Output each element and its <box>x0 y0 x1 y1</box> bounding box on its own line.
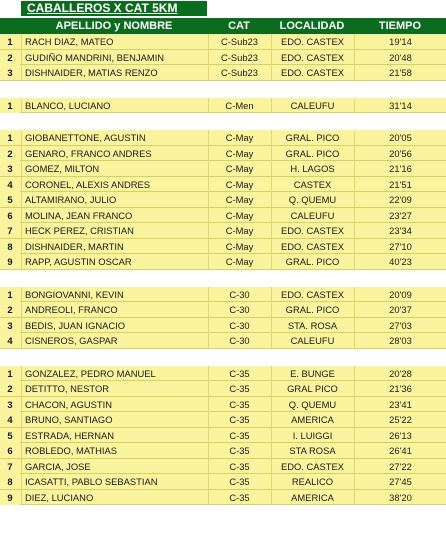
table-row[interactable] <box>0 146 446 162</box>
row-athlete-name[interactable]: MOLINA, JEAN FRANCO <box>21 208 207 223</box>
row-time[interactable]: 20'05 <box>354 130 446 145</box>
row-athlete-name[interactable]: HECK PEREZ, CRISTIAN <box>21 223 207 238</box>
row-locality[interactable]: AMERICA <box>271 490 353 505</box>
row-athlete-name[interactable]: ICASATTI, PABLO SEBASTIAN <box>21 474 207 489</box>
row-time[interactable]: 23'41 <box>354 397 446 412</box>
row-position[interactable]: 1 <box>0 287 20 302</box>
row-position[interactable]: 1 <box>0 130 20 145</box>
group-separator <box>0 349 446 366</box>
row-locality[interactable]: GRAL. PICO <box>271 254 353 269</box>
table-row[interactable] <box>0 397 446 413</box>
row-position[interactable]: 6 <box>0 208 20 223</box>
group-separator <box>0 270 446 287</box>
row-position[interactable]: 3 <box>0 161 20 176</box>
table-row[interactable] <box>0 223 446 239</box>
row-athlete-name[interactable]: CISNEROS, GASPAR <box>21 333 207 348</box>
row-athlete-name[interactable]: DISHNAIDER, MARTIN <box>21 239 207 254</box>
row-athlete-name[interactable]: RACH DIAZ, MATEO <box>21 34 207 49</box>
row-time[interactable]: 31'14 <box>354 98 446 113</box>
table-row[interactable] <box>0 443 446 459</box>
row-time[interactable]: 23'27 <box>354 208 446 223</box>
row-time[interactable]: 20'56 <box>354 146 446 161</box>
row-category[interactable]: C-30 <box>208 318 270 333</box>
row-category[interactable]: C-May <box>208 239 270 254</box>
row-category[interactable]: C-May <box>208 146 270 161</box>
row-locality[interactable]: EDO. CASTEX <box>271 287 353 302</box>
row-athlete-name[interactable]: GENARO, FRANCO ANDRES <box>21 146 207 161</box>
row-time[interactable]: 21'58 <box>354 65 446 80</box>
row-locality[interactable]: H. LAGOS <box>271 161 353 176</box>
row-athlete-name[interactable]: CORONEL, ALEXIS ANDRES <box>21 177 207 192</box>
row-position[interactable]: 9 <box>0 254 20 269</box>
row-time[interactable]: 19'14 <box>354 34 446 49</box>
row-time[interactable]: 28'03 <box>354 333 446 348</box>
table-header <box>0 18 446 34</box>
column-header-category[interactable]: CAT <box>228 20 250 32</box>
row-athlete-name[interactable]: CHACON, AGUSTIN <box>21 397 207 412</box>
row-locality[interactable]: STA ROSA <box>271 443 353 458</box>
row-time[interactable]: 21'51 <box>354 177 446 192</box>
row-position[interactable]: 4 <box>0 333 20 348</box>
results-table <box>0 34 446 505</box>
table-row[interactable] <box>0 208 446 224</box>
row-athlete-name[interactable]: ROBLEDO, MATHIAS <box>21 443 207 458</box>
row-category[interactable]: C-35 <box>208 474 270 489</box>
row-category[interactable]: C-May <box>208 177 270 192</box>
row-position[interactable]: 4 <box>0 177 20 192</box>
row-position[interactable]: 2 <box>0 50 20 65</box>
row-time[interactable]: 38'20 <box>354 490 446 505</box>
row-time[interactable]: 20'09 <box>354 287 446 302</box>
table-row[interactable] <box>0 192 446 208</box>
row-locality[interactable]: EDO. CASTEX <box>271 65 353 80</box>
row-category[interactable]: C-May <box>208 161 270 176</box>
row-locality[interactable]: CALEUFU <box>271 333 353 348</box>
row-category[interactable]: C-May <box>208 130 270 145</box>
row-category[interactable]: C-35 <box>208 366 270 381</box>
row-position[interactable]: 8 <box>0 474 20 489</box>
row-time[interactable]: 26'41 <box>354 443 446 458</box>
row-athlete-name[interactable]: BRUNO, SANTIAGO <box>21 412 207 427</box>
row-position[interactable]: 7 <box>0 223 20 238</box>
row-time[interactable]: 27'45 <box>354 474 446 489</box>
row-time[interactable]: 26'13 <box>354 428 446 443</box>
row-locality[interactable]: EDO. CASTEX <box>271 239 353 254</box>
row-athlete-name[interactable]: GARCIA, JOSE <box>21 459 207 474</box>
table-row[interactable] <box>0 254 446 270</box>
row-locality[interactable]: I. LUIGGI <box>271 428 353 443</box>
table-row[interactable] <box>0 428 446 444</box>
row-time[interactable]: 21'16 <box>354 161 446 176</box>
row-athlete-name[interactable]: BLANCO, LUCIANO <box>21 98 207 113</box>
column-header-time[interactable]: TIEMPO <box>378 20 422 32</box>
row-athlete-name[interactable]: GIOBANETTONE, AGUSTIN <box>21 130 207 145</box>
row-locality[interactable]: GRAL. PICO <box>271 130 353 145</box>
table-row[interactable] <box>0 98 446 114</box>
row-time[interactable]: 27'22 <box>354 459 446 474</box>
table-row[interactable] <box>0 412 446 428</box>
row-athlete-name[interactable]: GONZALEZ, PEDRO MANUEL <box>21 366 207 381</box>
row-position[interactable]: 1 <box>0 98 20 113</box>
table-row[interactable] <box>0 381 446 397</box>
row-athlete-name[interactable]: DETITTO, NESTOR <box>21 381 207 396</box>
row-athlete-name[interactable]: DIEZ, LUCIANO <box>21 490 207 505</box>
table-row[interactable] <box>0 50 446 66</box>
table-row[interactable] <box>0 318 446 334</box>
row-time[interactable]: 23'34 <box>354 223 446 238</box>
row-locality[interactable]: Q. QUEMU <box>271 192 353 207</box>
row-position[interactable]: 3 <box>0 65 20 80</box>
row-position[interactable]: 5 <box>0 192 20 207</box>
table-row[interactable] <box>0 161 446 177</box>
table-row[interactable] <box>0 34 446 50</box>
row-category[interactable]: C-35 <box>208 490 270 505</box>
row-position[interactable]: 1 <box>0 34 20 49</box>
row-locality[interactable]: REALICO <box>271 474 353 489</box>
table-row[interactable] <box>0 239 446 255</box>
row-locality[interactable]: CASTEX <box>271 177 353 192</box>
row-locality[interactable]: AMERICA <box>271 412 353 427</box>
row-category[interactable]: C-May <box>208 192 270 207</box>
row-locality[interactable]: GRAL PICO <box>271 381 353 396</box>
row-time[interactable]: 22'09 <box>354 192 446 207</box>
row-category[interactable]: C-35 <box>208 397 270 412</box>
row-category[interactable]: C-35 <box>208 428 270 443</box>
group-separator <box>0 81 446 98</box>
row-category[interactable]: C-Sub23 <box>208 34 270 49</box>
row-athlete-name[interactable]: ANDREOLI, FRANCO <box>21 302 207 317</box>
row-locality[interactable]: EDO. CASTEX <box>271 50 353 65</box>
row-category[interactable]: C-Men <box>208 98 270 113</box>
row-athlete-name[interactable]: GOMEZ, MILTON <box>21 161 207 176</box>
table-row[interactable] <box>0 130 446 146</box>
table-row[interactable] <box>0 287 446 303</box>
row-locality[interactable]: CALEUFU <box>271 98 353 113</box>
row-time[interactable]: 20'48 <box>354 50 446 65</box>
row-athlete-name[interactable]: DISHNAIDER, MATIAS RENZO <box>21 65 207 80</box>
row-time[interactable]: 27'10 <box>354 239 446 254</box>
group-separator <box>0 113 446 130</box>
row-athlete-name[interactable]: BONGIOVANNI, KEVIN <box>21 287 207 302</box>
row-category[interactable]: C-May <box>208 254 270 269</box>
sheet-title: CABALLEROS X CAT 5KM <box>21 1 207 16</box>
row-category[interactable]: C-35 <box>208 443 270 458</box>
row-athlete-name[interactable]: GUDIÑO MANDRINI, BENJAMIN <box>21 50 207 65</box>
row-locality[interactable]: CALEUFU <box>271 208 353 223</box>
table-row[interactable] <box>0 474 446 490</box>
row-category[interactable]: C-30 <box>208 333 270 348</box>
row-locality[interactable]: EDO. CASTEX <box>271 223 353 238</box>
row-locality[interactable]: EDO. CASTEX <box>271 34 353 49</box>
row-category[interactable]: C-Sub23 <box>208 65 270 80</box>
table-row[interactable] <box>0 333 446 349</box>
row-category[interactable]: C-Sub23 <box>208 50 270 65</box>
row-position[interactable]: 1 <box>0 366 20 381</box>
column-header-name[interactable]: APELLIDO y NOMBRE <box>55 20 173 32</box>
row-athlete-name[interactable]: BEDIS, JUAN IGNACIO <box>21 318 207 333</box>
table-row[interactable] <box>0 65 446 81</box>
row-locality[interactable]: E. BUNGE <box>271 366 353 381</box>
table-row[interactable] <box>0 366 446 382</box>
row-position[interactable]: 7 <box>0 459 20 474</box>
row-category[interactable]: C-30 <box>208 302 270 317</box>
row-locality[interactable]: GRAL. PICO <box>271 302 353 317</box>
row-category[interactable]: C-May <box>208 223 270 238</box>
row-category[interactable]: C-35 <box>208 412 270 427</box>
row-time[interactable]: 27'03 <box>354 318 446 333</box>
row-athlete-name[interactable]: ESTRADA, HERNAN <box>21 428 207 443</box>
row-athlete-name[interactable]: ALTAMIRANO, JULIO <box>21 192 207 207</box>
row-position[interactable]: 2 <box>0 146 20 161</box>
row-time[interactable]: 21'36 <box>354 381 446 396</box>
table-row[interactable] <box>0 490 446 506</box>
row-time[interactable]: 20'28 <box>354 366 446 381</box>
row-position[interactable]: 4 <box>0 412 20 427</box>
row-category[interactable]: C-30 <box>208 287 270 302</box>
row-position[interactable]: 9 <box>0 490 20 505</box>
row-position[interactable]: 3 <box>0 318 20 333</box>
row-time[interactable]: 20'37 <box>354 302 446 317</box>
row-athlete-name[interactable]: RAPP, AGUSTIN OSCAR <box>21 254 207 269</box>
row-category[interactable]: C-35 <box>208 459 270 474</box>
row-position[interactable]: 6 <box>0 443 20 458</box>
row-position[interactable]: 8 <box>0 239 20 254</box>
row-position[interactable]: 2 <box>0 381 20 396</box>
row-position[interactable]: 3 <box>0 397 20 412</box>
row-category[interactable]: C-35 <box>208 381 270 396</box>
row-time[interactable]: 25'22 <box>354 412 446 427</box>
row-locality[interactable]: EDO. CASTEX <box>271 459 353 474</box>
row-time[interactable]: 40'23 <box>354 254 446 269</box>
row-position[interactable]: 2 <box>0 302 20 317</box>
row-locality[interactable]: Q. QUEMU <box>271 397 353 412</box>
row-category[interactable]: C-May <box>208 208 270 223</box>
row-locality[interactable]: STA. ROSA <box>271 318 353 333</box>
table-row[interactable] <box>0 459 446 475</box>
row-locality[interactable]: GRAL. PICO <box>271 146 353 161</box>
row-position[interactable]: 5 <box>0 428 20 443</box>
column-header-locality[interactable]: LOCALIDAD <box>279 20 345 32</box>
table-row[interactable] <box>0 177 446 193</box>
table-row[interactable] <box>0 302 446 318</box>
